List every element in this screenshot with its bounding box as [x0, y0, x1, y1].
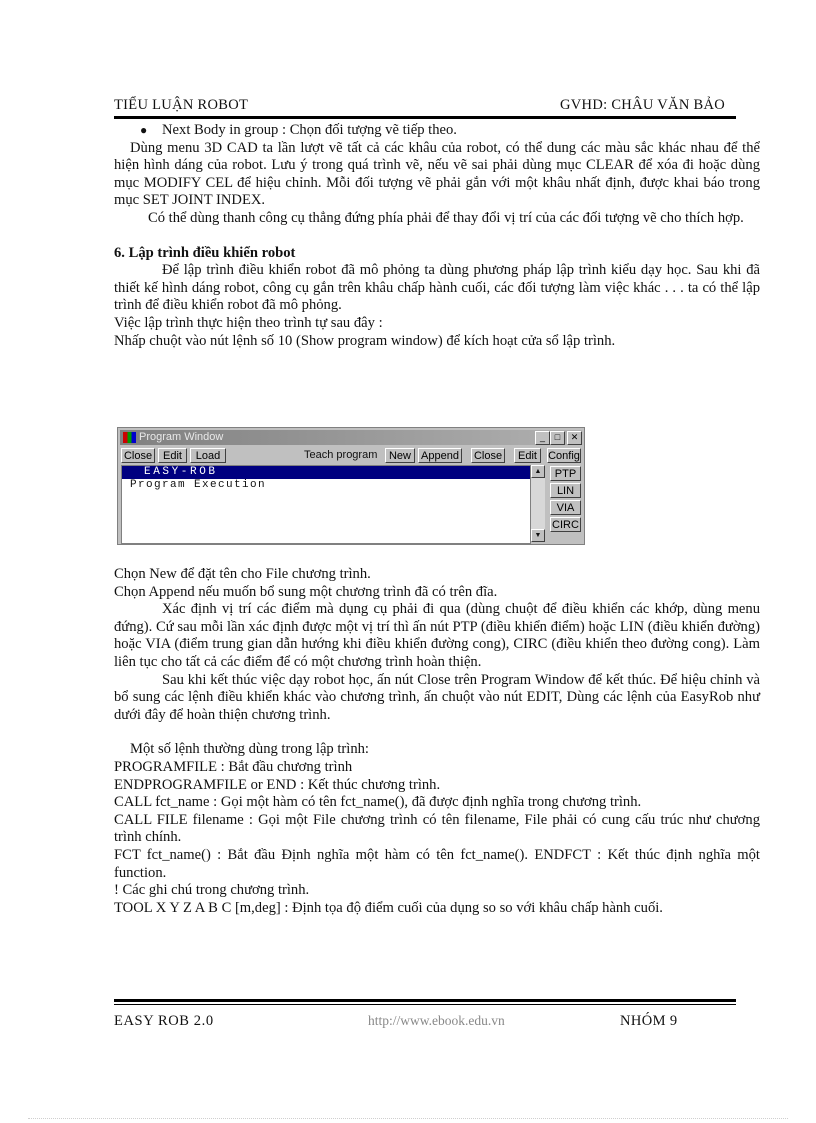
circ-button[interactable]: CIRC — [550, 517, 581, 532]
ptp-button[interactable]: PTP — [550, 466, 581, 481]
command-line: CALL fct_name : Gọi một hàm có tên fct_name(), đã được định nghĩa trong chương trình. — [114, 794, 642, 811]
new-button[interactable]: New — [385, 448, 415, 463]
command-line: FCT fct_name() : Bắt đầu Định nghĩa một hàm có tên fct_name(). ENDFCT : Kết thúc định nghĩa một function. — [114, 846, 760, 881]
list-item[interactable]: EASY-ROB — [122, 466, 530, 479]
edit-program-button[interactable]: Edit — [514, 448, 541, 463]
close-icon[interactable]: ✕ — [567, 431, 582, 445]
list-scrollbar[interactable] — [530, 465, 545, 542]
body-text — [114, 122, 760, 350]
footer-url[interactable]: http://www.ebook.edu.vn — [368, 1013, 505, 1028]
paragraph: Dùng menu 3D CAD ta lần lượt vẽ tất cả các khâu của robot, có thể dung các màu sắc khác nhau để thể hiện hình dáng của robot. Lưu ý trong quá trình vẽ, nếu vẽ sai phải dùng mục CLEAR để xóa đi hoặc dùng mục MODIFY CEL để hiệu chỉnh. Mỗi đối tượng vẽ phải gắn với một khâu nhất định, được khai báo trong mục SET JOINT INDEX. — [114, 139, 760, 209]
command-line: PROGRAMFILE : Bắt đầu chương trình — [114, 758, 353, 775]
append-button[interactable]: Append — [418, 448, 462, 463]
config-button[interactable]: Config — [548, 450, 580, 462]
scroll-up-icon[interactable]: ▲ — [531, 465, 545, 478]
via-button[interactable]: VIA — [550, 500, 581, 515]
command-line: ! Các ghi chú trong chương trình. — [114, 882, 310, 899]
paragraph: Xác định vị trí các điểm mà dụng cụ phải đi qua (dùng chuột để điều khiển các khớp, dùng menu đứng). Cứ sau mỗi lần xác định được một vị trí thì ấn nút PTP (điều khiển điểm) hoặc LIN (điều khiển đường) hoặc VIA (điểm trung gian dẫn hướng khi điều khiển đường cong), CIRC (điều khiển theo đường cong). Làm liên tục cho tất cả các điểm để có một chương trình hoàn thiện. — [114, 601, 760, 670]
footer-right: NHÓM 9 — [620, 1013, 678, 1029]
scroll-down-icon[interactable]: ▼ — [531, 529, 545, 542]
paragraph: Chọn New để đặt tên cho File chương trình. — [114, 566, 371, 582]
header-right: GVHD: CHÂU VĂN BẢO — [560, 97, 726, 113]
paragraph: Để lập trình điều khiển robot đã mô phỏng ta dùng phương pháp lập trình kiểu dạy học. Sau khi đã thiết kế hình dáng robot, công cụ gắn trên khâu chấp hành cuối, các đối tượng làm việc khác . . . ta có thể lập trình để điều khiển robot đã mô phỏng. — [114, 262, 760, 314]
paragraph: Một số lệnh thường dùng trong lập trình: — [130, 741, 369, 758]
window-title: Program Window — [139, 431, 224, 443]
close-program-button[interactable]: Close — [471, 448, 505, 463]
body-text-continued — [114, 566, 760, 917]
program-window — [117, 427, 585, 545]
bullet-item: ● Next Body in group : Chọn đối tượng vẽ tiếp theo. — [140, 122, 457, 138]
paragraph: Nhấp chuột vào nút lệnh số 10 (Show program window) để kích hoạt cửa sổ lập trình. — [114, 332, 616, 349]
app-icon — [123, 432, 136, 443]
header-rule — [114, 116, 736, 119]
page-edge-divider — [28, 1118, 788, 1119]
close-button[interactable]: Close — [121, 448, 155, 463]
header-left: TIỂU LUẬN ROBOT — [114, 97, 249, 113]
maximize-icon[interactable]: □ — [550, 431, 565, 445]
edit-button[interactable]: Edit — [158, 448, 187, 463]
program-list[interactable] — [121, 465, 531, 544]
paragraph: Sau khi kết thúc việc dạy robot học, ấn nút Close trên Program Window để kết thúc. Để hiệu chỉnh và bổ sung các lệnh điều khiển khác vào chương trình, ấn chuột vào nút EDIT, Dùng các lệnh của EasyRob như dưới đây để hoàn thiện chương trình. — [114, 671, 760, 723]
load-button[interactable]: Load — [190, 448, 226, 463]
paragraph: Việc lập trình thực hiện theo trình tự sau đây : — [114, 314, 383, 331]
command-line: TOOL X Y Z A B C [m,deg] : Định tọa độ điểm cuối của dụng so so với khâu chấp hành cuối. — [114, 899, 663, 916]
footer-rule-thin — [114, 1004, 736, 1005]
command-line: CALL FILE filename : Gọi một File chương trình có tên filename, File phải có cung cấu trúc như chương trình chính. — [114, 811, 760, 846]
minimize-icon[interactable]: _ — [535, 431, 550, 445]
paragraph: Chọn Append nếu muốn bổ sung một chương trình đã có trên đĩa. — [114, 583, 498, 600]
footer-left: EASY ROB 2.0 — [114, 1013, 214, 1029]
list-item[interactable]: Program Execution — [130, 479, 267, 491]
section-title: 6. Lập trình điều khiển robot — [114, 244, 296, 261]
footer-rule-thick — [114, 999, 736, 1002]
window-titlebar — [120, 430, 582, 445]
teach-program-label: Teach program — [304, 449, 378, 461]
command-line: ENDPROGRAMFILE or END : Kết thúc chương trình. — [114, 776, 441, 793]
lin-button[interactable]: LIN — [550, 483, 581, 498]
bullet-dot: ● — [140, 123, 148, 137]
paragraph: Có thể dùng thanh công cụ thẳng đứng phía phải để thay đổi vị trí của các đối tượng vẽ cho thích hợp. — [148, 209, 744, 226]
